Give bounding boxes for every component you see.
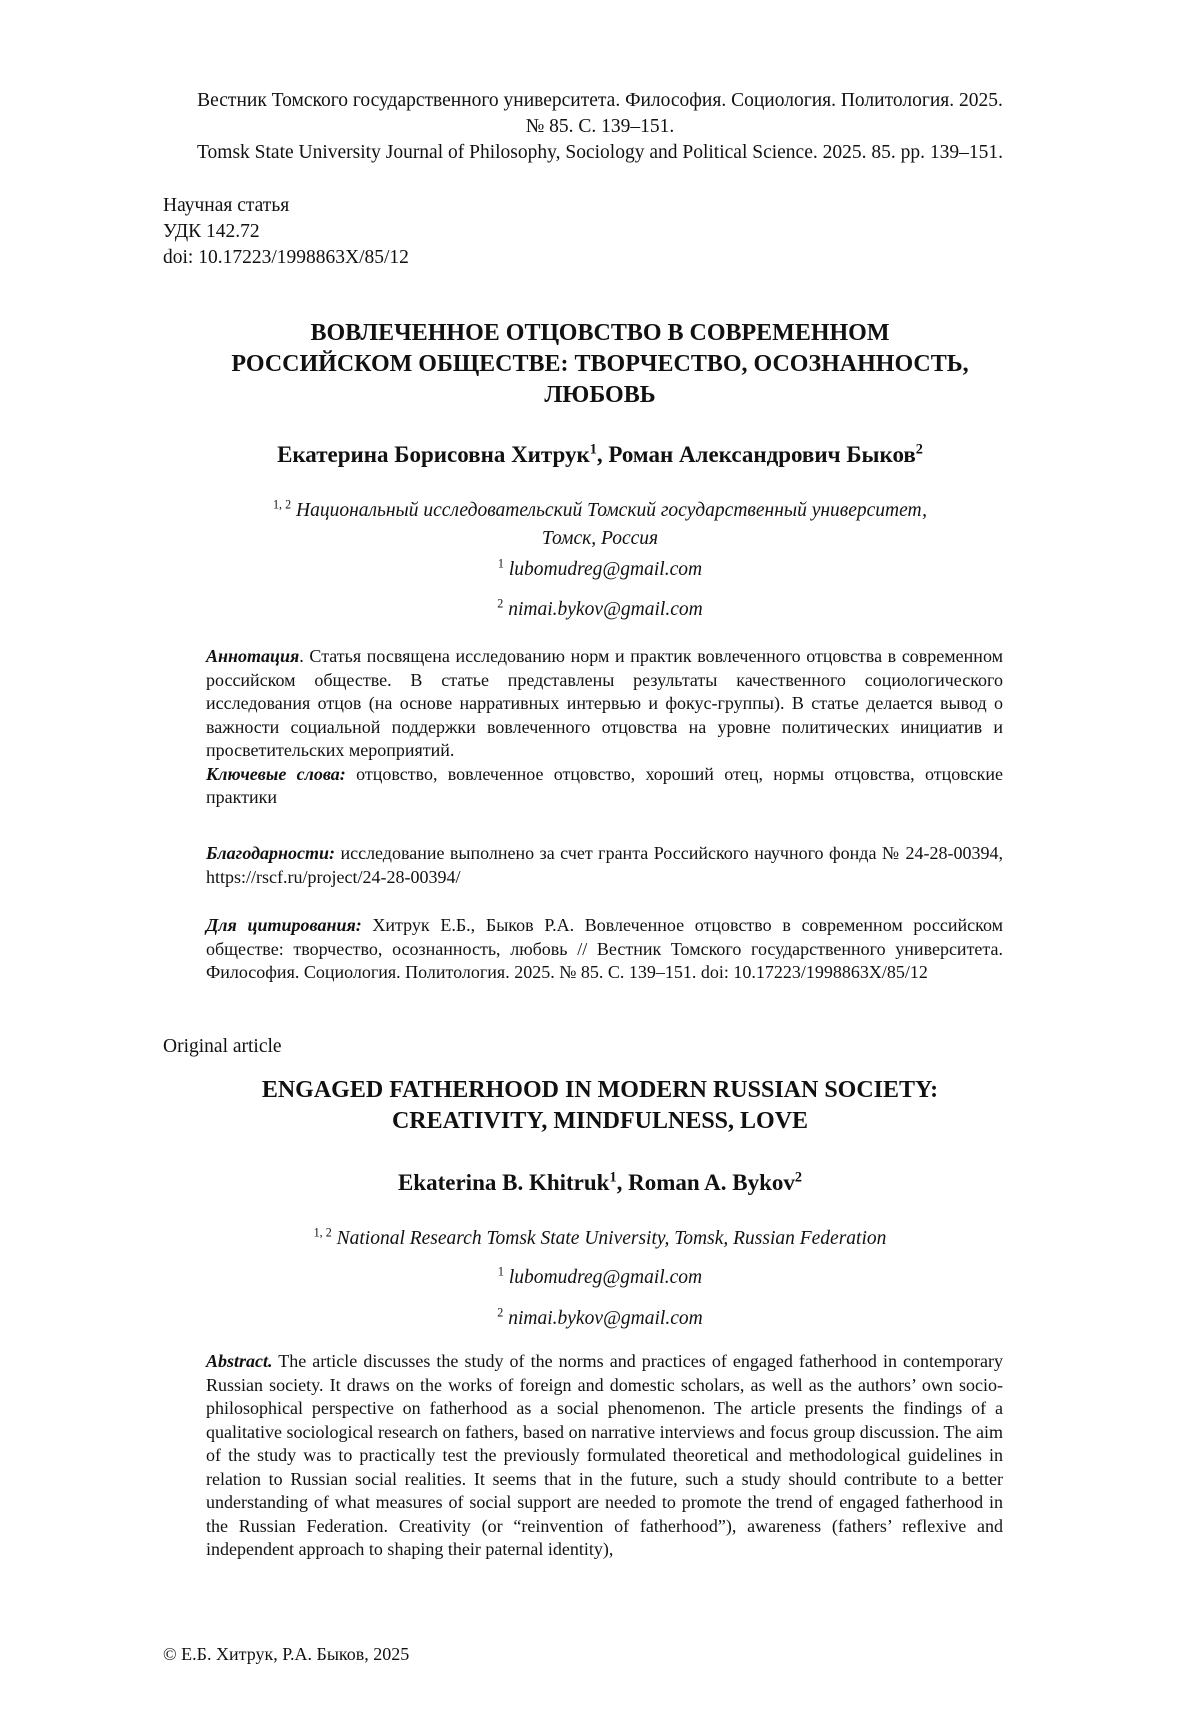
email-link[interactable]: nimai.bykov@gmail.com — [508, 1308, 703, 1329]
copyright: © Е.Б. Хитрук, Р.А. Быков, 2025 — [163, 1644, 410, 1664]
email-1-en — [150, 1265, 1050, 1291]
udc-code: УДК 142.72 — [163, 221, 260, 242]
email-link[interactable]: lubomudreg@gmail.com — [508, 1267, 703, 1288]
title-ru — [150, 318, 1050, 411]
title-ru-line: ЛЮБОВЬ — [544, 382, 656, 408]
email-1-ru — [150, 557, 1050, 583]
email-2-en — [150, 1306, 1050, 1332]
abstract-label: Аннотация — [206, 646, 300, 666]
journal-header — [150, 88, 1050, 166]
email-link[interactable]: lubomudreg@gmail.com — [508, 559, 703, 580]
email-link[interactable]: nimai.bykov@gmail.com — [508, 599, 703, 620]
author-superscript: 1 — [609, 1169, 617, 1186]
keywords-text: отцовство, вовлеченное отцовство, хороший отец, нормы отцовства, отцовские практики — [206, 763, 1003, 807]
email-superscript: 1 — [497, 556, 504, 571]
affiliation-superscript: 1, 2 — [273, 497, 292, 512]
email-2-ru — [150, 597, 1050, 623]
author-name: Roman A. Bykov — [628, 1170, 795, 1195]
acknowledgements — [206, 842, 1003, 889]
title-en-line: ENGAGED FATHERHOOD IN MODERN RUSSIAN SOCIETY: — [261, 1077, 939, 1103]
author-superscript: 2 — [915, 441, 923, 458]
affiliation-text: National Research Tomsk State University, Tomsk, Russian Federation — [336, 1228, 887, 1249]
abstract-text: . Статья посвящена исследованию норм и практик вовлеченного отцовства в современном российском обществе. В статье представлены результаты качественного социологического исследования отцов (на основе нарративных интервью и фокус-группы). В статье делается вывод о важности социальной поддержки вовлеченного отцовства на уровне политических инициатив и просветительских мероприятий. — [206, 646, 1003, 760]
email-superscript: 2 — [497, 1305, 504, 1320]
citation — [206, 914, 1003, 985]
article-type-ru: Научная статья — [163, 195, 290, 216]
cite-text: Хитрук Е.Б., Быков Р.А. Вовлеченное отцовство в современном российском обществе: творчество, осознанность, любовь // Вестник Томского государственного университета. Философия. Социология. Политология. 2025. № 85. С. 139–151. doi: 10.17223/1998863X/85/12 — [206, 915, 1003, 982]
author-superscript: 1 — [589, 441, 597, 458]
author-name: Роман Александрович Быков — [608, 442, 916, 467]
author-separator: , — [596, 442, 609, 467]
author-name: Ekaterina B. Khitruk — [397, 1170, 610, 1195]
affiliation-text: Томск, Россия — [541, 528, 659, 549]
keywords-label: Ключевые слова: — [206, 763, 346, 784]
affiliation-superscript: 1, 2 — [313, 1225, 332, 1240]
author-name: Екатерина Борисовна Хитрук — [277, 442, 590, 467]
title-ru-line: РОССИЙСКОМ ОБЩЕСТВЕ: ТВОРЧЕСТВО, ОСОЗНАННОСТЬ, — [231, 351, 969, 377]
abstract-en — [206, 1350, 1003, 1562]
ack-text: исследование выполнено за счет гранта Российского научного фонда № 24-28-00394, https://rscf.ru/project/24-28-00394/ — [206, 843, 1003, 887]
author-separator: , — [616, 1170, 629, 1195]
abstract-text: The article discusses the study of the norms and practices of engaged fatherhood in contemporary Russian society. It draws on the works of foreign and domestic scholars, as well as the authors’ own socio-philosophical perspective on fatherhood as a social phenomenon. The article presents the findings of a qualitative sociological research on fathers, based on narrative interviews and focus group discussion. The aim of the study was to practically test the previously formulated theoretical and methodological guidelines in relation to Russian social realities. It seems that in the future, such a study should contribute to a better understanding of what measures of social support are needed to promote the trend of engaged fatherhood in the Russian Federation. Creativity (or “reinvention of fatherhood”), awareness (fathers’ reflexive and independent approach to shaping their paternal identity), — [206, 1351, 1003, 1559]
article-type-en: Original article — [163, 1036, 282, 1057]
article-meta — [163, 193, 409, 271]
journal-line-ru: Вестник Томского государственного университета. Философия. Социология. Политология. 2025. — [197, 90, 1003, 111]
title-en-line: CREATIVITY, MINDFULNESS, LOVE — [391, 1108, 809, 1134]
cite-label: Для цитирования: — [206, 915, 362, 935]
title-ru-line: ВОВЛЕЧЕННОЕ ОТЦОВСТВО В СОВРЕМЕННОМ — [310, 320, 890, 346]
author-superscript: 2 — [794, 1169, 803, 1186]
affiliation-ru — [200, 497, 1000, 553]
affiliation-en — [150, 1225, 1050, 1253]
abstract-label: Abstract. — [206, 1351, 273, 1371]
journal-issue: № 85. С. 139–151. — [525, 116, 675, 137]
email-superscript: 1 — [497, 1264, 504, 1279]
authors-ru — [150, 440, 1050, 470]
doi: doi: 10.17223/1998863X/85/12 — [163, 247, 409, 268]
ack-label: Благодарности: — [206, 843, 335, 863]
title-en — [150, 1075, 1050, 1137]
abstract-ru — [206, 645, 1003, 810]
affiliation-text: Национальный исследовательский Томский государственный университет, — [296, 500, 927, 521]
email-superscript: 2 — [497, 596, 504, 611]
journal-line-en: Tomsk State University Journal of Philosophy, Sociology and Political Science. 2025. 85. pp. 139–151. — [196, 142, 1003, 163]
authors-en — [150, 1168, 1050, 1198]
